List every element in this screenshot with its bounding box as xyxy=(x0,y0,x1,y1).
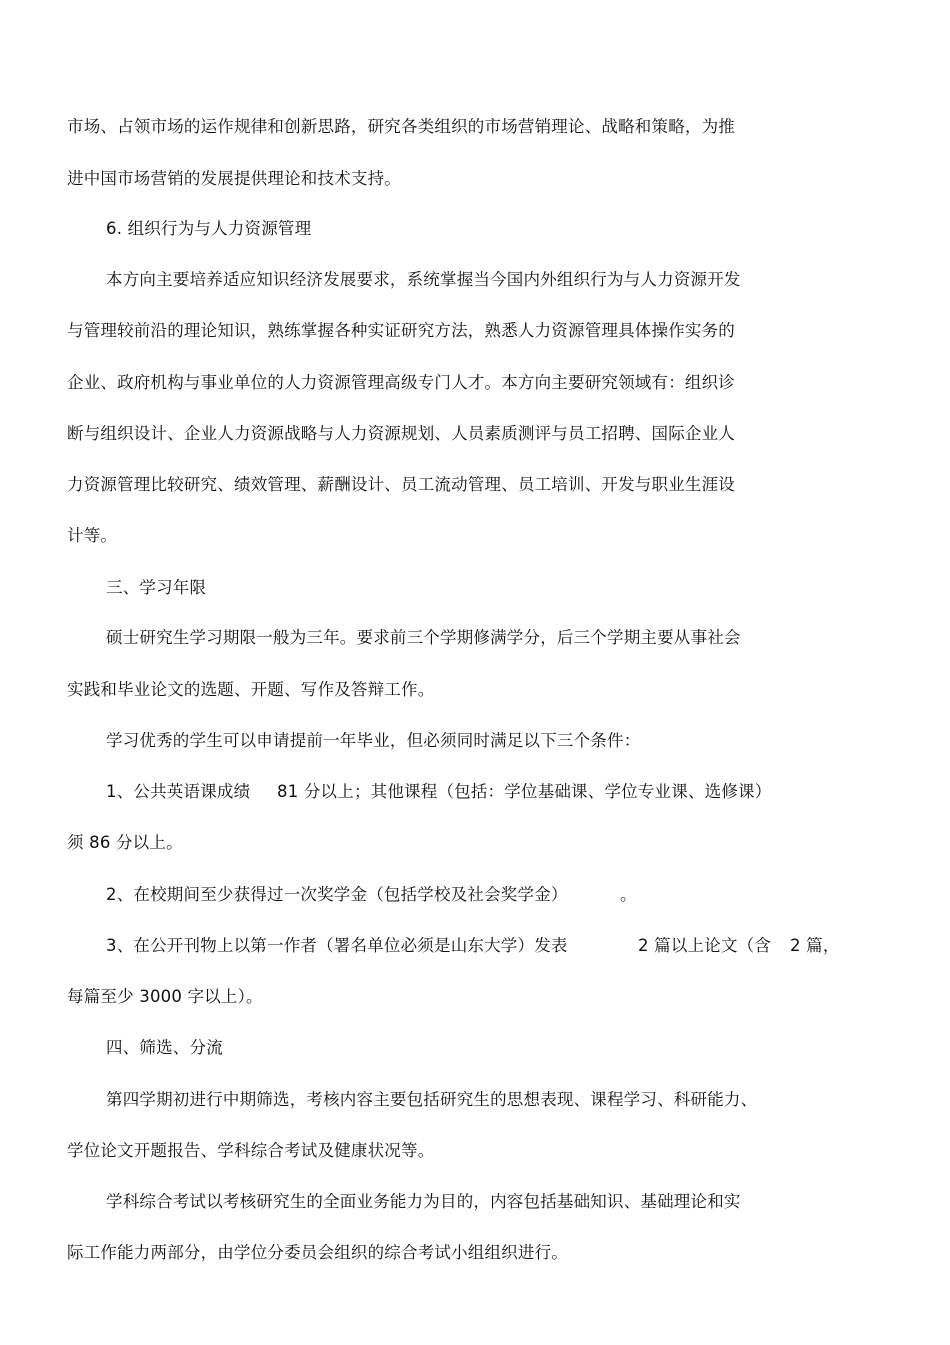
paragraph-line: 实践和毕业论文的选题、开题、写作及答辩工作。 xyxy=(67,680,435,699)
paragraph-line: 与管理较前沿的理论知识，熟练掌握各种实证研究方法，熟悉人力资源管理具体操作实务的 xyxy=(67,321,735,340)
paragraph-line: 计等。 xyxy=(67,526,118,545)
paragraph-line: 须 86 分以上。 xyxy=(67,833,183,852)
paragraph-line: 力资源管理比较研究、绩效管理、薪酬设计、员工流动管理、员工培训、开发与职业生涯设 xyxy=(67,475,735,494)
paragraph-line: 进中国市场营销的发展提供理论和技术支持。 xyxy=(67,169,401,188)
condition-1-label: 1、公共英语课成绩 xyxy=(106,782,251,801)
paragraph-line: 市场、占领市场的运作规律和创新思路，研究各类组织的市场营销理论、战略和策略，为推 xyxy=(67,117,735,136)
condition-3-text: 3、在公开刊物上以第一作者（署名单位必须是山东大学）发表 xyxy=(106,936,568,955)
condition-1-text: 81 分以上；其他课程（包括：学位基础课、学位专业课、选修课） xyxy=(277,782,772,801)
section-heading: 6. 组织行为与人力资源管理 xyxy=(106,219,312,238)
paragraph-line: 企业、政府机构与事业单位的人力资源管理高级专门人才。本方向主要研究领域有：组织诊 xyxy=(67,373,735,392)
paragraph-line: 断与组织设计、企业人力资源战略与人力资源规划、人员素质测评与员工招聘、国际企业人 xyxy=(67,424,735,443)
section-heading: 四、筛选、分流 xyxy=(106,1038,223,1057)
paragraph-line: 学科综合考试以考核研究生的全面业务能力为目的，内容包括基础知识、基础理论和实 xyxy=(106,1192,741,1211)
condition-3-count: 2 篇以上论文（含 xyxy=(638,936,772,955)
paragraph-line: 学位论文开题报告、学科综合考试及健康状况等。 xyxy=(67,1141,435,1160)
paragraph-line: 学习优秀的学生可以申请提前一年毕业，但必须同时满足以下三个条件： xyxy=(106,731,641,750)
section-heading: 三、学习年限 xyxy=(106,578,207,597)
condition-2-text: 2、在校期间至少获得过一次奖学金（包括学校及社会奖学金） xyxy=(106,885,568,904)
condition-3-count-2: 2 篇， xyxy=(790,936,840,955)
paragraph-line: 本方向主要培养适应知识经济发展要求，系统掌握当今国内外组织行为与人力资源开发 xyxy=(106,270,741,289)
paragraph-line: 硕士研究生学习期限一般为三年。要求前三个学期修满学分，后三个学期主要从事社会 xyxy=(106,628,741,647)
paragraph-line: 每篇至少 3000 字以上）。 xyxy=(67,987,263,1006)
condition-2-period: 。 xyxy=(620,885,637,904)
paragraph-line: 际工作能力两部分，由学位分委员会组织的综合考试小组组织进行。 xyxy=(67,1243,568,1262)
paragraph-line: 第四学期初进行中期筛选，考核内容主要包括研究生的思想表现、课程学习、科研能力、 xyxy=(106,1090,758,1109)
